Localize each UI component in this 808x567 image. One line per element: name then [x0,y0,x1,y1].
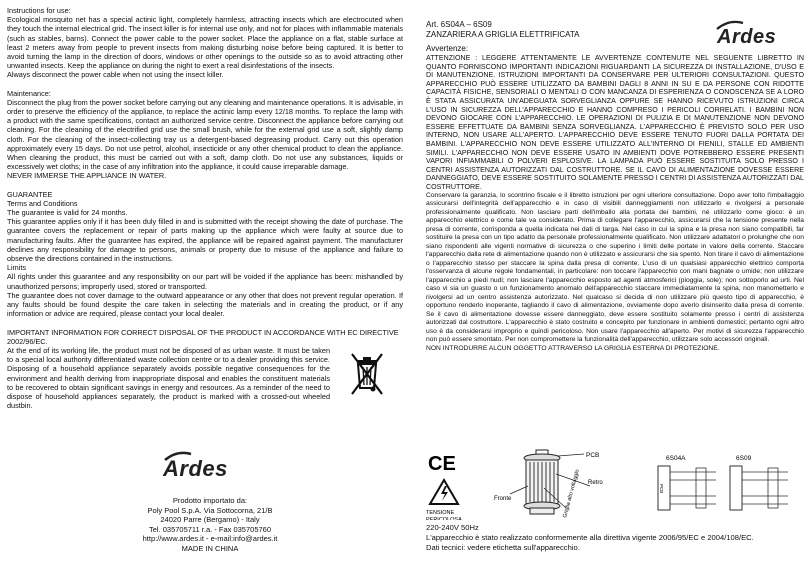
maintenance-warning: NEVER IMMERSE THE APPLIANCE IN WATER. [7,171,167,181]
front-label: Fronte [494,496,512,502]
ardes-logo-mark [159,448,245,484]
bin-wrapper [330,346,403,398]
danger-label-1: TENSIONE [426,510,455,516]
back-label: Retro [588,480,603,486]
limits-title: Limits [7,263,27,273]
diagram-svg [426,448,806,520]
warnings-body: ATTENZIONE : LEGGERE ATTENTAMENTE LE AVVERTENZE CONTENUTE NEL SEGUENTE LIBRETTO IN QUANTO FORNISCONO IMPORTANTI INDICAZIONI RIGUARDANTI LA SICUREZZA DI INSTALLAZIONE, D'USO E DI MANUTENZIONE. ISTRUZIONI IMPORTANTI DA CONSERVARE PER ULTERIORI CONSULTAZIONI. QUESTO APPARECCHIO PUÒ ESSERE UTILIZZATO DA BAMBINI DAGLI 8 ANNI IN SU E DA PERSONE CON RIDOTTE CAPACITÀ FISICHE, SENSORIALI O MENTALI O CON MANCANZA DI ESPERIENZA O CONOSCENZA SE A LORO È STATA ASSICURATA UN'ADEGUATA SORVEGLIANZA OPPURE SE HANNO RICEVUTO ISTRUZIONI CIRCA L'USO IN SICUREZZA DELL'APPARECCHIO E HANNO COMPRESO I PERICOLI CORRELATI. I BAMBINI NON DEVONO GIOCARE CON L'APPARECCHIO. LE OPERAZIONI DI PULIZIA E DI MANUTENZIONE NON DEVONO ESSERE EFFETTUATE DA BAMBINI SENZA SORVEGLIANZA. L'APPARECCHIO È PREVISTO SOLO PER USO INTERNO, NON USARE ALL'APERTO. L'APPARECCHIO DEVE ESSERE TENUTO FUORI DALLA PORTATA DEI BAMBINI. L'APPARECCHIO NON DEVE ESSERE UTILIZZATO ALL'INTERNO DI FIENILI, STALLE ED AMBIENTI SIMILI. L'APPARECCHIO NON DEVE ESSERE USATO IN AMBIENTI DOVE POTREBBERO ESSERE PRESENTI VAPORI INFIAMMABILI O POLVERI ESPLOSIVE. LA LAMPADA PUÒ ESSERE SOSTITUITA SOLO PRESSO I CENTRI ASSISTENZA AUTORIZZATI DAL COSTRUTTORE. SE IL CAVO DI ALIMENTAZIONE DOVESSE ESSERE DANNEGGIATO, DEVE ESSERE SOSTITUITO SOLAMENTE PRESSO I CENTRI DI ASSISTENZA AUTORIZZATI DAL COSTRUTTORE. [426,54,804,191]
warning-triangle-icon [430,480,458,504]
tech-data: Dati tecnici: vedere etichetta sull'apparecchio. [426,543,580,552]
grid-warning: NON INTRODURRE ALCUN OGGETTO ATTRAVERSO LA GRIGLIA ESTERNA DI PROTEZIONE. [426,344,720,352]
grid-label: Griglia alto voltaggio [562,468,581,519]
pcb-label: PCB [586,452,600,459]
insect-killer-device-icon [524,450,560,514]
ardes-logo-top [717,26,776,49]
wiring-diagram-b [730,466,788,510]
guarantee-title: GUARANTEE [7,189,53,199]
ce-mark [428,453,456,475]
guarantee-body: This guarantee applies only if it has been duly filled in and is submitted with the receipt showing the date of purchase. The guarantee covers the replacement or repair of parts making up the appliance which were faulty at source due to manufacturing faults. After the guarantee has expired, the appliance will be repaired against payment. The manufacturer declines any responsibility for damage to persons, animals or property due to misuse of the appliance and failure to observe the directions contained in the instructions. [7,217,403,264]
maintenance-body: Disconnect the plug from the power socket before carrying out any cleaning and maintenance operations. It is advisable, in order to preserve the efficiency of the appliance, to replace the actinic lamp every 12/18 months. To replace the lamp with a product with the same specifications, contact an authorized service centre. Disconnect the appliance before carrying out cleaning. For the cleaning of the electrified grid use the small brush, while for the external grid use a soft, slightly damp cloth. For the cleaning of the insect-collecting tray us a detergent-based degreasing product. Carry out this operation approximately every 15 days. Do not use petrol, alcohol, insecticide or any other chemical product to clean the appliance. When cleaning the product, this must be carried out with a soft, damp cloth. Do not use any substances, liquids or excessively wet cloths; in the case of any infiltration into the appliance, it could cause irreparable damage. [7,97,403,172]
crossed-bin-icon [348,350,386,398]
company-phone: Tel. 035705711 r.a. - Fax 035705760 [148,524,272,534]
diagram-area [426,448,806,520]
company-web: http://www.ardes.it - e-mail:info@ardes.it [142,534,278,544]
disposal-title: IMPORTANT INFORMATION FOR CORRECT DISPOSAL OF THE PRODUCT IN ACCORDANCE WITH EC DIRECTIVE 2002/96/EC. [7,327,399,346]
ce-mark-text: CE [428,453,456,475]
ardes-logo-top-text: Ardes [717,26,777,48]
guarantee-valid: The guarantee is valid for 24 months. [7,208,128,218]
product-title: ZANZARIERA A GRIGLIA ELETTRIFICATA [426,30,580,39]
company-address: Poly Pool S.p.A. Via Sottocorna, 21/B [147,505,273,515]
instructions-last: Always disconnect the power cable when not using the insect killer. [7,70,224,80]
pcb-small-label: PCB [659,484,664,494]
warnings-title: Avvertenze: [426,44,469,53]
instructions-title: Instructions for use: [7,6,71,15]
instructions-body: Ecological mosquito net has a special actinic light, completely harmless, attracting insects which are electrocuted when they touch the internal electrical grid. The insect killer is for internal use only, and not for places with inflammable materials (such as stables, barns). Connect the power cable to the power socket. Place the appliance on a flat, stable surface at least 2 meters away from people to prevent insects from making disturbing noise before being captured. It is better to avoid turning the lamp in the direction of doors, windows or other openings to the outside so as to avoid attracting other unwanted insects. Keep the appliance on during the night to exert a real disinfestations of the insects. [7,15,403,71]
tech-footer [426,523,804,553]
disposal-body: At the end of its working life, the product must not be disposed of as urban waste. It must be taken to a special local authority differentiated waste collection centre or to a dealer providing this service. Disposing of a household appliance separately avoids possible negative consequences for the environment and health deriving from inappropriate disposal and enables the constituent materials to be recovered to obtain significant savings in energy and resources. As a reminder of the need to dispose of household appliances separately, the product is marked with a crossed-out wheeled dustbin. [7,345,330,411]
right-column [426,0,804,353]
imported-by: Prodotto importato da: [172,496,248,505]
ardes-logo-bottom-text: Ardes [163,456,228,481]
ardes-logo-top-mark [713,17,793,47]
model-a-label: 6S04A [666,455,686,462]
voltage: 220-240V 50Hz [426,523,479,532]
disposal-section [7,346,403,410]
model-b-label: 6S09 [736,455,752,462]
limits-body-1: All rights under this guarantee and any responsibility on our part will be voided if the appliance has been: mishandled by unauthorized persons; improperly used, stored or transported. [7,272,403,291]
article-number: Art. 6S04A – 6S09 [426,20,492,29]
company-city: 24020 Parre (Bergamo) - Italy [160,515,260,525]
ardes-logo-bottom [163,456,228,482]
made-in: MADE IN CHINA [181,543,239,553]
limits-body-2: The guarantee does not cover damage to the outward appearance or any other that does not prevent regular operation. If any faults should be found despite the care taken in selecting the materials and in creating the product, or if any information or advice are required, please contact your local dealer. [7,290,403,319]
maintenance-title: Maintenance: [7,88,51,98]
importer-block [95,496,325,554]
terms-title: Terms and Conditions [7,198,78,208]
wiring-diagram-a [658,466,716,510]
conservation-body: Conservare la garanzia, lo scontrino fiscale e il libretto istruzioni per ogni ulteriore consultazione. Dopo aver tolto l'imballaggio assicurarsi dell'integrità dell'apparecchio e in caso di visibili danneggiamenti non utilizzarlo e rivolgersi a personale professionalmente qualificato. Non lasciare parti dell'imballo alla portata dei bambini, né utilizzarlo come gioco: è un apparecchio elettrico e come tale va considerato. Prima di collegare l'apparecchio, assicurarsi che la tensione presente nella presa di corrente, corrisponda a quella indicata nei dati di targa. Nel caso in cui la spina e la presa non siano compatibili, far sostituire la presa con un tipo adatto da personale professionalmente qualificato. Non utilizzare adattatori o prolunghe che non siano rispondenti alle vigenti normative di sicurezza o che superino i limiti delle portate in valore della corrente. Staccare l'apparecchio dalla rete di alimentazione quando non è utilizzato e assicurarsi che sia spento. Non tirare il cavo di alimentazione o l'apparecchio stesso per staccare la spina dalla presa di corrente. L'uso di un qualsiasi apparecchio elettrico comporta l'osservanza di alcune regole fondamentali, in particolare: non toccare l'apparecchio con mani bagnate o umide; non utilizzare l'apparecchio a piedi nudi; non lasciare l'apparecchio esposto ad agenti atmosferici (pioggia, sole); non sottoporlo ad urti. Nel caso vi sia un guasto o un funzionamento anomalo dell'apparecchio staccare immediatamente la spina, non manometterlo e rivolgersi ad un centro assistenza autorizzato. Nel qualcaso si decida di non utilizzare più questo tipo di apparecchio, è opportuno renderlo inoperante, tagliando il cavo di alimentazione, ovviamente dopo averlo disinserito dalla presa di corrente. Se il cavo di alimentazione dovesse essere danneggiato, deve essere sostituito solamente presso i centri di assistenza autorizzati dal costruttore. L'apparecchio è stato costruito e concepito per funzionare in ambienti domestici; pertanto ogni altro uso è da considerarsi improprio e quindi pericoloso. Non usare l'apparecchio all'aperto. Per motivi di sicurezza l'apparecchio non può essere smontato. Per non compromettere la funzionalità dell'apparecchio, utilizzare solo accessori originali. [426,191,804,343]
directive: L'apparecchio è stato realizzato conformemente alla direttiva vigente 2006/95/EC e 2004/108/EC. [426,533,754,542]
danger-label-2: PERICOLOSA [426,517,462,520]
left-column [7,0,403,410]
